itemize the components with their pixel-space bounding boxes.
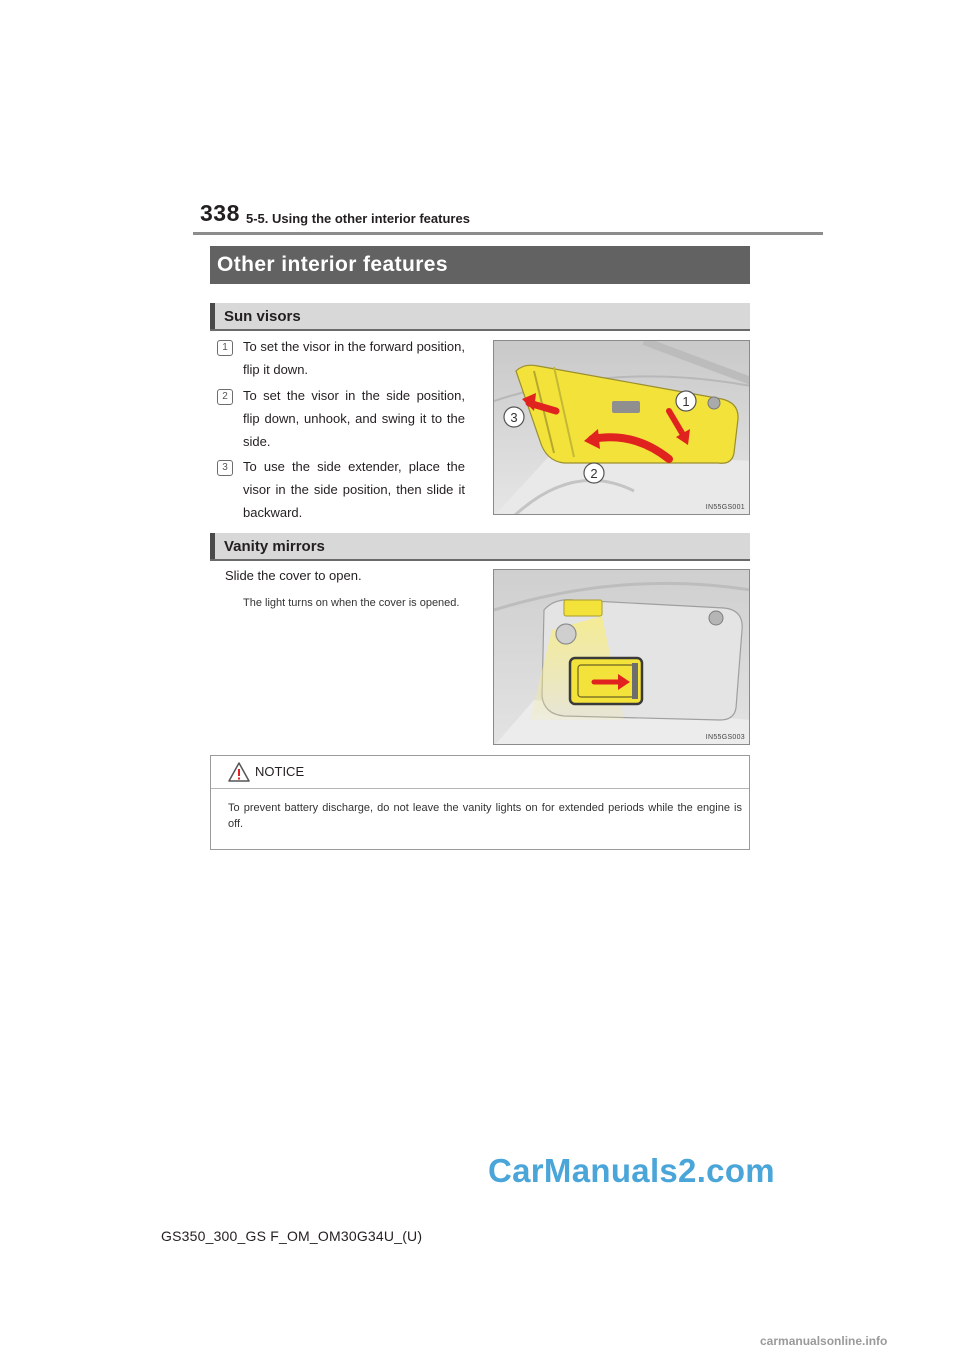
- step-number-3: 3: [217, 460, 233, 476]
- notice-label: NOTICE: [255, 764, 305, 779]
- step-text-2: To set the visor in the side position, flip down, unhook, and swing it to the side.: [243, 388, 465, 449]
- callout-2: 2: [590, 466, 598, 481]
- vanity-mirrors-heading: Vanity mirrors: [224, 538, 325, 555]
- vanity-mirror-illustration: [493, 569, 750, 745]
- page-title: Other interior features: [217, 253, 448, 276]
- step-text-1: To set the visor in the forward position, flip it down.: [243, 339, 465, 377]
- step-number-2: 2: [217, 389, 233, 405]
- callout-3: 3: [510, 410, 518, 425]
- callout-1: 1: [682, 394, 690, 409]
- notice-text: To prevent battery discharge, do not leave the vanity lights on for extended periods while the engine is off.: [228, 802, 742, 830]
- notice-header: [211, 756, 749, 789]
- page-number: 338: [200, 200, 240, 226]
- warning-triangle-icon: [228, 762, 250, 782]
- watermark-site: carmanualsonline.info: [760, 1334, 888, 1348]
- notice-box: [210, 755, 750, 850]
- vanity-instruction: Slide the cover to open.: [225, 568, 362, 583]
- sun-visors-heading: Sun visors: [224, 308, 301, 325]
- vanity-note: The light turns on when the cover is opened.: [243, 597, 460, 609]
- vanity-mirrors-heading-bar: [210, 533, 750, 561]
- header-rule: [193, 232, 823, 235]
- sun-visors-heading-bar: [210, 303, 750, 331]
- step-number-1: 1: [217, 340, 233, 356]
- section-reference: 5-5. Using the other interior features: [246, 211, 470, 226]
- figure-code: IN55GS001: [705, 504, 745, 511]
- page-title-bar: [210, 246, 750, 284]
- figure-code: IN55GS003: [705, 734, 745, 741]
- step-text-3: To use the side extender, place the visor in the side position, then slide it backward.: [243, 459, 465, 520]
- document-code: GS350_300_GS F_OM_OM30G34U_(U): [161, 1228, 423, 1244]
- sun-visor-illustration: [493, 340, 750, 515]
- watermark-logo: CarManuals2.com: [488, 1152, 775, 1189]
